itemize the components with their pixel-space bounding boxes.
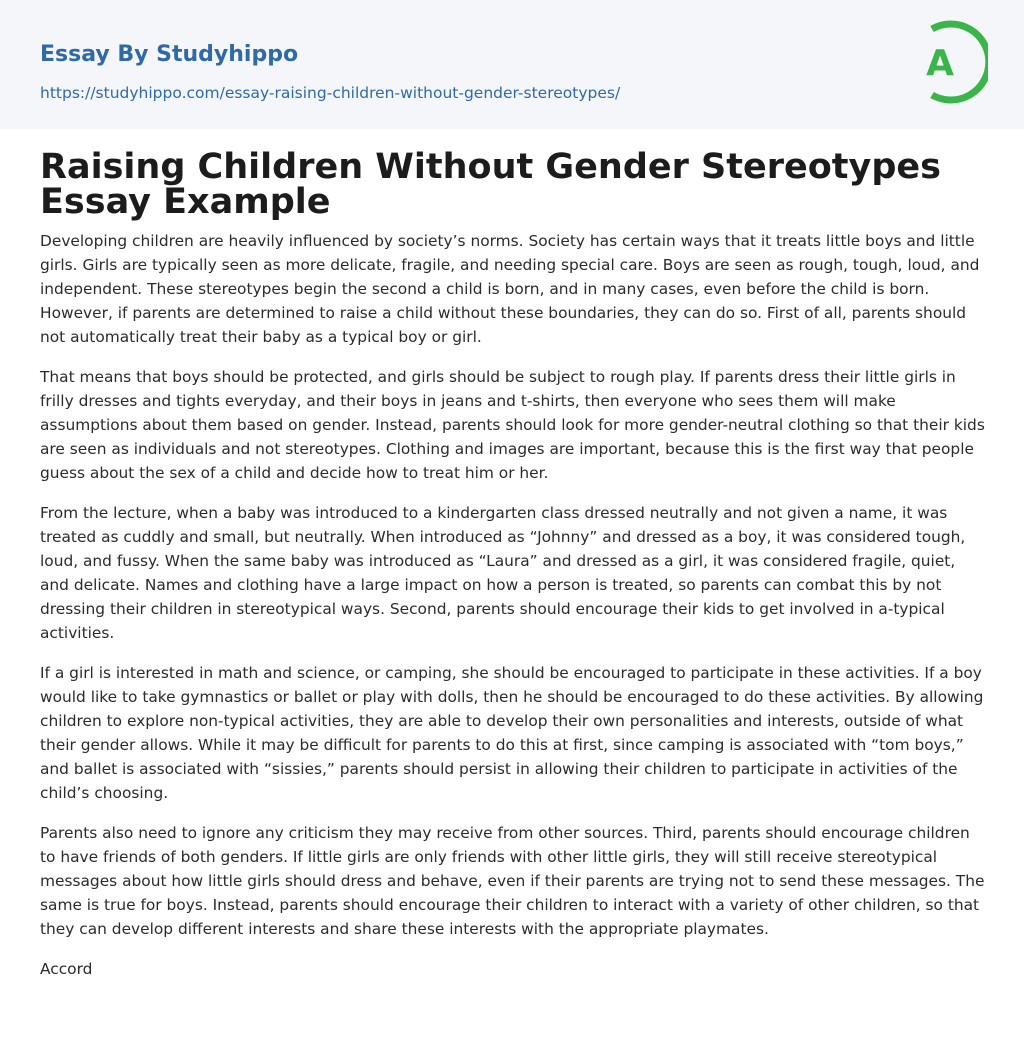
essay-body — [40, 229, 988, 997]
title-line-1: Raising Children Without Gender Stereotypes — [40, 147, 941, 187]
essay-paragraph-truncated: Accord — [40, 960, 93, 978]
site-header — [0, 0, 1024, 129]
essay-paragraph: Developing children are heavily influenced by society’s norms. Society has certain ways that it treats little boys and little girls. Girls are typically seen as more delicate, fragile, and needing special care. Boys are seen as rough, tough, loud, and independent. These stereotypes begin the second a child is born, and in many cases, even before the child is born. However, if parents are determined to raise a child without these boundaries, they can do so. First of all, parents should not automatically treat their baby as a typical boy or girl. — [40, 232, 980, 346]
essay-paragraph: That means that boys should be protected, and girls should be subject to rough play. If parents dress their little girls in frilly dresses and tights everyday, and their boys in jeans and t-shirts, then everyone who sees them will make assumptions about them based on gender. Instead, parents should look for more gender-neutral clothing so that their kids are seen as individuals and not stereotypes. Clothing and images are important, because this is the first way that people guess about the sex of a child and decide how to treat him or her. — [40, 368, 985, 482]
page-title — [40, 147, 990, 222]
title-line-2: Essay Example — [40, 182, 331, 222]
site-brand[interactable]: Essay By Studyhippo — [40, 42, 299, 67]
logo-letter: A — [926, 43, 954, 84]
essay-paragraph: If a girl is interested in math and science, or camping, she should be encouraged to participate in these activities. If a boy would like to take gymnastics or ballet or play with dolls, then he should be encouraged to do these activities. By allowing children to explore non-typical activities, they are able to develop their own personalities and interests, outside of what their gender allows. While it may be difficult for parents to do this at first, since camping is associated with “tom boys,” and ballet is associated with “sissies,” parents should persist in allowing their children to participate in activities of the child’s choosing. — [40, 664, 984, 802]
essay-url-link[interactable]: https://studyhippo.com/essay-raising-children-without-gender-stereotypes/ — [40, 84, 621, 102]
essay-paragraph: From the lecture, when a baby was introduced to a kindergarten class dressed neutrally and not given a name, it was treated as cuddly and small, but neutrally. When introduced as “Johnny” and dressed as a boy, it was considered tough, loud, and fussy. When the same baby was introduced as “Laura” and dressed as a girl, it was considered fragile, quiet, and delicate. Names and clothing have a large impact on how a person is treated, so parents can combat this by not dressing their children in stereotypical ways. Second, parents should encourage their kids to get involved in a-typical activities. — [40, 504, 966, 642]
studyhippo-logo-icon[interactable] — [910, 18, 988, 106]
essay-paragraph: Parents also need to ignore any criticism they may receive from other sources. Third, parents should encourage children to have friends of both genders. If little girls are only friends with other little girls, they will still receive stereotypical messages about how little girls should dress and behave, even if their parents are trying not to send these messages. The same is true for boys. Instead, parents should encourage their children to interact with a variety of other children, so that they can develop different interests and share these interests with the appropriate playmates. — [40, 824, 985, 938]
